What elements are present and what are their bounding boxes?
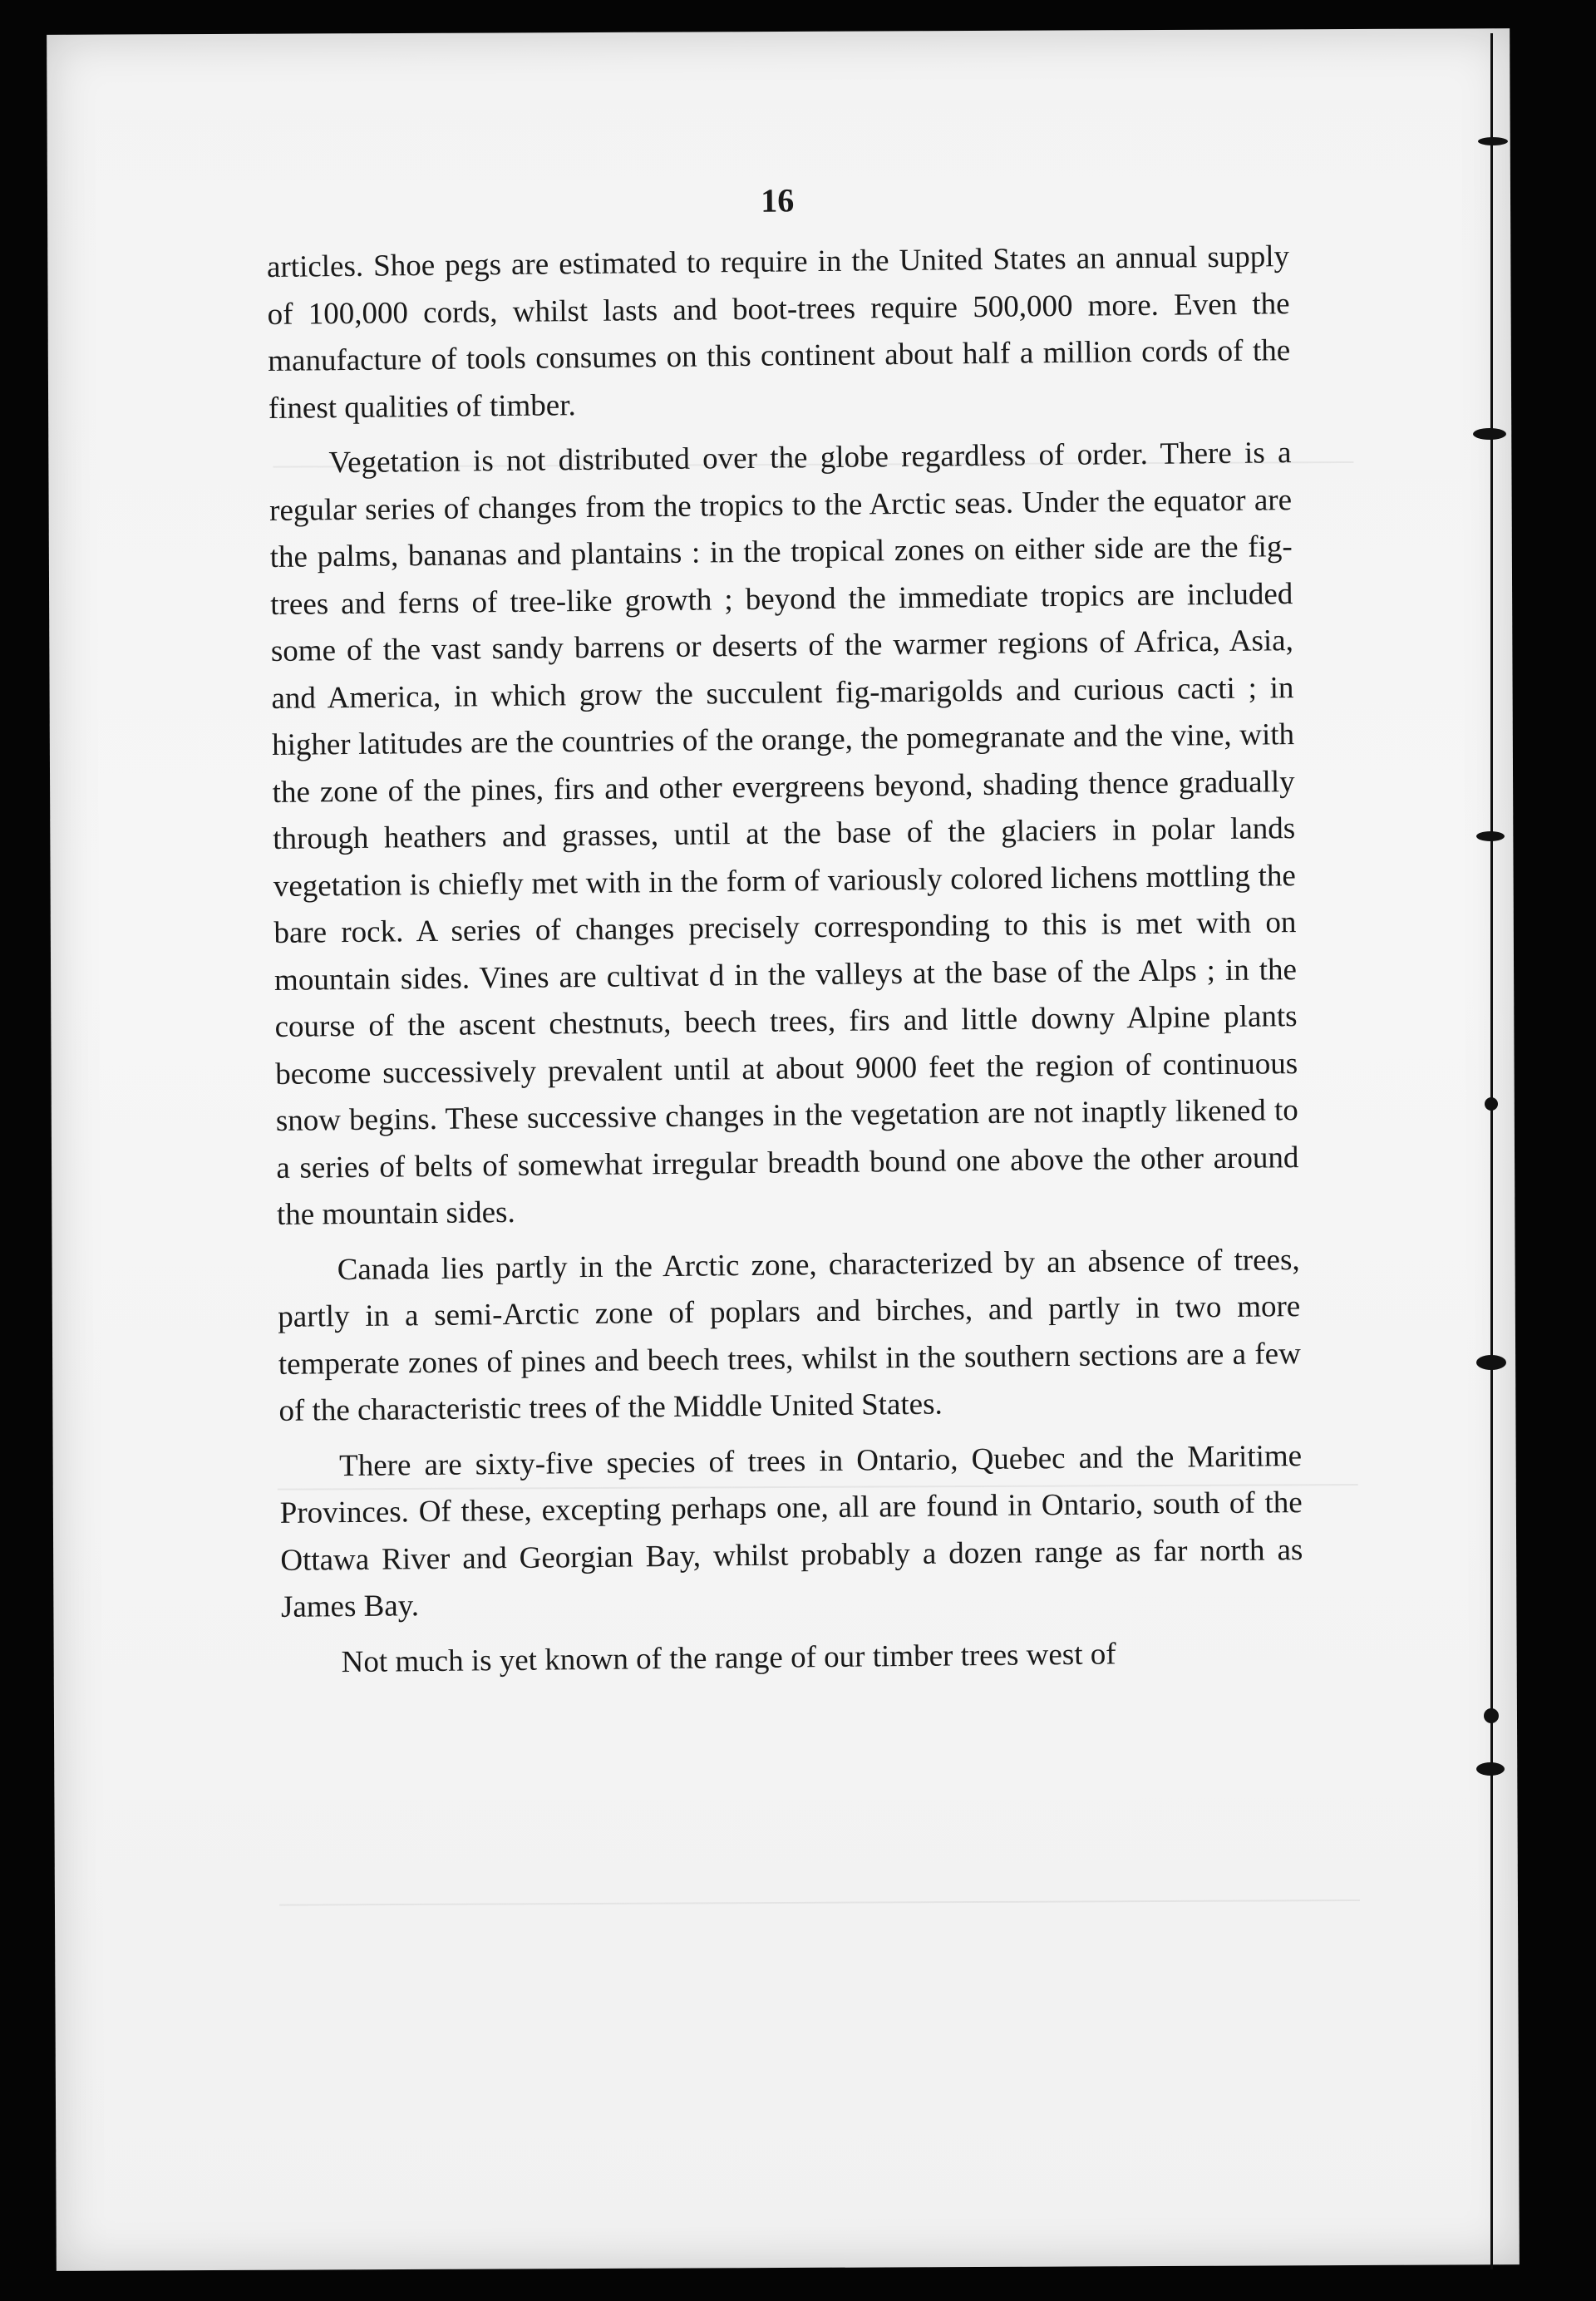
binding-stitch [1476, 1762, 1505, 1776]
paragraph-3: Canada lies partly in the Arctic zone, characterized by an absence of trees, partly in a semi-Arctic zone of poplars and birches, and partly in two more temperate zones of pines and beech trees, whilst in the southern sections are a few of the characteristic trees of the Middle United States. [278, 1242, 1302, 1428]
paragraph-5: Not much is yet known of the range of our timber trees west of [341, 1636, 1116, 1679]
binding-stitch [1484, 1708, 1499, 1723]
binding-stitch [1476, 831, 1505, 841]
paragraph-4: There are sixty-five species of trees in Ontario, Quebec and the Maritime Provinces. Of these, excepting perhaps one, all are found in Ontario, south of the Ottawa River and Georgian Bay, whilst probably a dozen range as far north as James Bay. [279, 1438, 1303, 1624]
paragraph-1: articles. Shoe pegs are estimated to require in the United States an annual supply of 100,000 cords, whilst lasts and boot-trees require 500,000 more. Even the manufacture of tools consumes on this continent about half a million cords of the finest qualities of timber. [266, 239, 1291, 426]
paragraph-2: Vegetation is not distributed over the globe regardless of order. There is a regular series of changes from the tropics to the Arctic seas. Under the equator are the palms, bananas and plantains : in the tropical zones on either side are the fig-trees and ferns of tree-like growth ; beyond the immediate tropics are included some of the vast sandy barrens or deserts of the warmer regions of Africa, Asia, and America, in which grow the succulent fig-marigolds and curious cacti ; in higher latitudes are the countries of the orange, the pomegranate and the vine, with the zone of the pines, firs and other evergreens beyond, shading thence gradually through heathers and grasses, until at the base of the glaciers in polar lands vegetation is chiefly met with in the form of variously colored lichens mottling the bare rock. A series of changes precisely corresponding to this is met with on mountain sides. Vines are cultivat d in the valleys at the base of the Alps ; in the course of the ascent chestnuts, beech trees, firs and little downy Alpine plants become successively prevalent until at about 9000 feet the region of continuous snow begins. These successive changes in the vegetation are not inaptly likened to a series of belts of somewhat irregular breadth bound one above the other around the mountain sides. [268, 436, 1299, 1232]
page-number: 16 [761, 181, 795, 219]
bleed-through-line [279, 1899, 1360, 1906]
binding-stitch [1485, 1097, 1498, 1111]
page-text [266, 172, 1304, 1695]
binding-stitch [1473, 428, 1506, 440]
binding-stitch [1478, 137, 1508, 145]
binding-thread [1490, 33, 1493, 2269]
binding-stitch [1476, 1355, 1506, 1370]
